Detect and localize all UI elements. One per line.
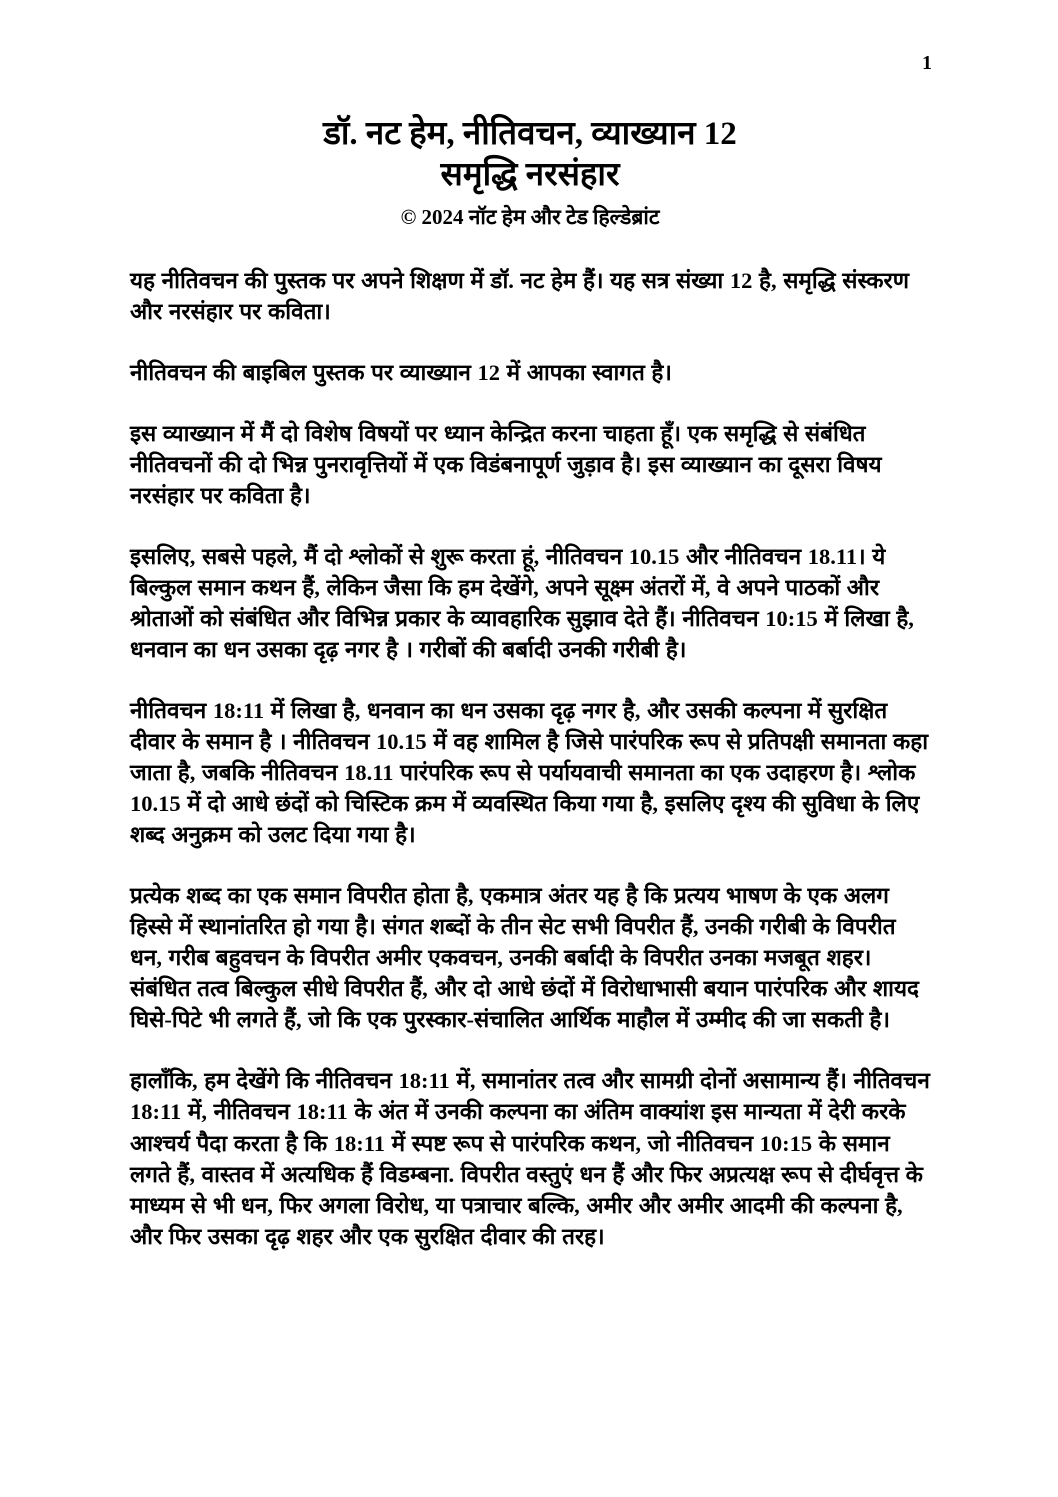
- paragraph: इस व्याख्यान में मैं दो विशेष विषयों पर ध्यान केन्द्रित करना चाहता हूँ। एक समृद्धि से संबंधित नीतिवचनों की दो भिन्न पुनरावृत्तियों में एक विडंबनापूर्ण जुड़ाव है। इस व्याख्यान का दूसरा विषय नरसंहार पर कविता है।: [130, 420, 882, 508]
- title-block: [130, 114, 930, 231]
- paragraph: नीतिवचन 18:11 में लिखा है, धनवान का धन उसका दृढ़ नगर है, और उसकी कल्पना में सुरक्षित दीवार के समान है । नीतिवचन 10.15 में वह शामिल है जिसे पारंपरिक रूप से प्रतिपक्षी समानता कहा जाता है, जबकि नीतिवचन 18.11 पारंपरिक रूप से पर्यायवाची समानता का एक उदाहरण है। श्लोक 10.15 में दो आधे छंदों को चिस्टिक क्रम में व्यवस्थित किया गया है, इसलिए दृश्य की सुविधा के लिए शब्द अनुक्रम को उलट दिया गया है।: [130, 697, 929, 848]
- page-number: 1: [922, 52, 932, 74]
- document-subtitle: समृद्धि नरसंहार: [440, 157, 620, 194]
- paragraph: नीतिवचन की बाइबिल पुस्तक पर व्याख्यान 12 में आपका स्वागत है।: [130, 359, 672, 385]
- paragraph: हालाँकि, हम देखेंगे कि नीतिवचन 18:11 में, समानांतर तत्व और सामग्री दोनों असामान्य हैं। नीतिवचन 18:11 में, नीतिवचन 18:11 के अंत में उनकी कल्पना का अंतिम वाक्यांश इस मान्यता में देरी करके आश्चर्य पैदा करता है कि 18:11 में स्पष्ट रूप से पारंपरिक कथन, जो नीतिवचन 10:15 के समान लगते हैं, वास्तव में अत्यधिक हैं विडम्बना. विपरीत वस्तुएं धन हैं और फिर अप्रत्यक्ष रूप से दीर्घवृत्त के माध्यम से भी धन, फिर अगला विरोध, या पत्राचार बल्कि, अमीर और अमीर आदमी की कल्पना है, और फिर उसका दृढ़ शहर और एक सुरक्षित दीवार की तरह।: [130, 1068, 930, 1249]
- paragraph: इसलिए, सबसे पहले, मैं दो श्लोकों से शुरू करता हूं, नीतिवचन 10.15 और नीतिवचन 18.11। ये बिल्कुल समान कथन हैं, लेकिन जैसा कि हम देखेंगे, अपने सूक्ष्म अंतरों में, वे अपने पाठकों और श्रोताओं को संबंधित और विभिन्न प्रकार के व्यावहारिक सुझाव देते हैं। नीतिवचन 10:15 में लिखा है, धनवान का धन उसका दृढ़ नगर है । गरीबों की बर्बादी उनकी गरीबी है।: [130, 543, 914, 662]
- paragraph: प्रत्येक शब्द का एक समान विपरीत होता है, एकमात्र अंतर यह है कि प्रत्यय भाषण के एक अलग हिस्से में स्थानांतरित हो गया है। संगत शब्दों के तीन सेट सभी विपरीत हैं, उनकी गरीबी के विपरीत धन, गरीब बहुवचन के विपरीत अमीर एकवचन, उनकी बर्बादी के विपरीत उनका मजबूत शहर। संबंधित तत्व बिल्कुल सीधे विपरीत हैं, और दो आधे छंदों में विरोधाभासी बयान पारंपरिक और शायद घिसे-पिटे भी लगते हैं, जो कि एक पुरस्कार-संचालित आर्थिक माहौल में उम्मीद की जा सकती है।: [130, 883, 920, 1033]
- copyright-line: © 2024 नॉट हेम और टेड हिल्डेब्रांट: [400, 204, 660, 229]
- paragraph: यह नीतिवचन की पुस्तक पर अपने शिक्षण में डॉ. नट हेम हैं। यह सत्र संख्या 12 है, समृद्धि संस्करण और नरसंहार पर कविता।: [130, 267, 909, 324]
- document-title: डॉ. नट हेम, नीतिवचन, व्याख्यान 12: [323, 116, 737, 152]
- document-body: [130, 265, 930, 1252]
